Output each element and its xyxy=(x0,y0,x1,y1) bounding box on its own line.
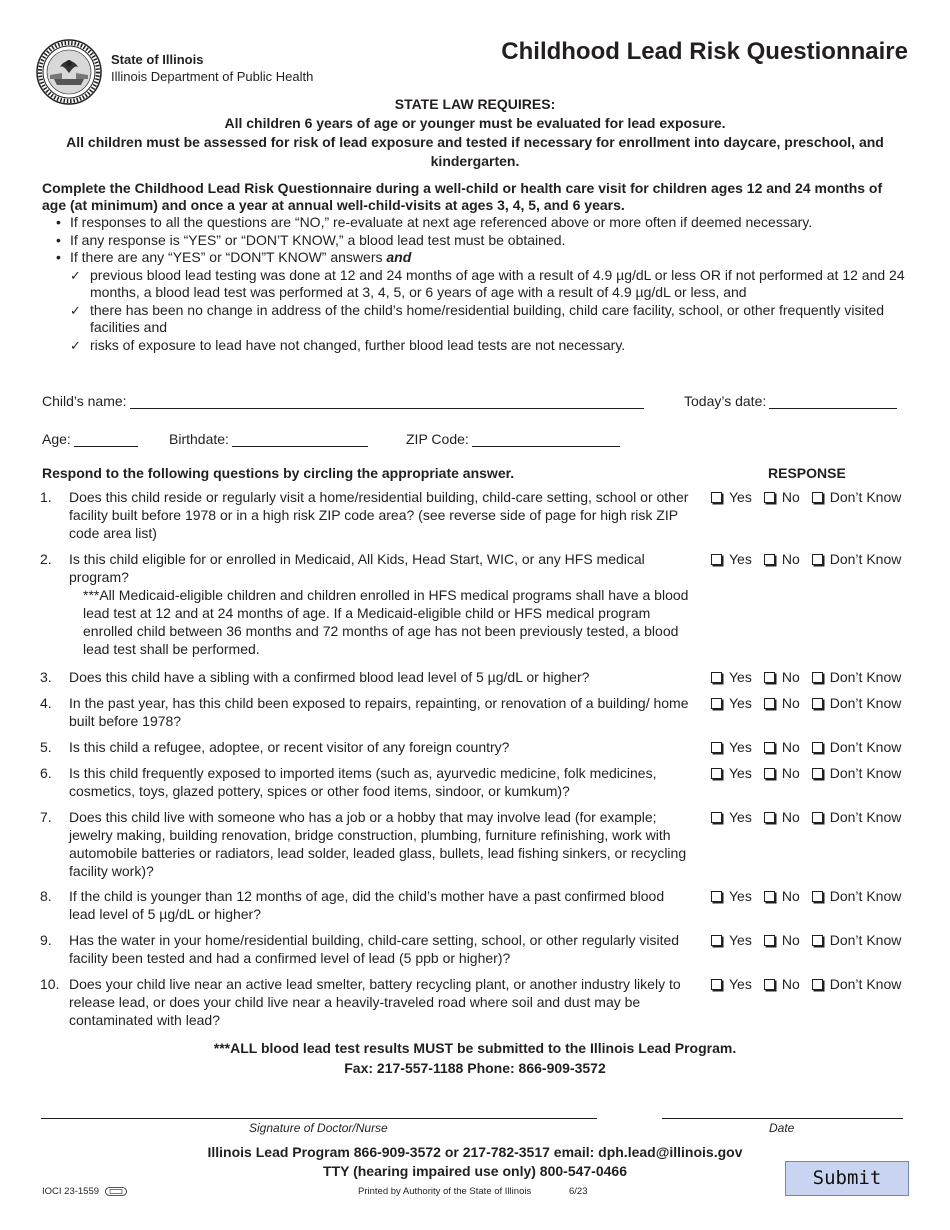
response-4 xyxy=(711,695,913,711)
no-option[interactable]: No xyxy=(764,695,800,711)
dont-know-option[interactable]: Don’t Know xyxy=(812,976,902,992)
yes-option[interactable]: Yes xyxy=(711,669,752,685)
dont-know-option[interactable]: Don’t Know xyxy=(812,695,902,711)
check-item: ✓ there has been no change in address of the child’s home/residential building, child care facility, school, or other frequently visited facilities and xyxy=(70,301,885,335)
checkbox-icon xyxy=(764,698,775,709)
question-7: 7. Does this child live with someone who has a job or a hobby that may involve lead (for example; jewelry making, building renovation, bridge construction, plumbing, furniture refinishing, work with automobile batteries or radiators, lead solder, leaded glass, bullets, lead fishing sinkers, or recycling facility work)? xyxy=(40,809,687,879)
signature-label: Signature of Doctor/Nurse xyxy=(249,1121,388,1135)
contact-block xyxy=(40,1143,910,1181)
check-item: ✓ previous blood lead testing was done at 12 and 24 months of age with a result of 4.9 µg/dL or less OR if not performed at 12 and 24 months, a blood lead test was performed at 3, 4, 5, or 6 years of age with a result of 4.9 µg/dL or less, and xyxy=(70,266,905,300)
medicaid-note: ***All Medicaid-eligible children and children enrolled in HFS medical programs shall have a blood lead test at 12 and at 24 months of age. If a Medicaid-eligible child or HFS medical program enrolled child between 36 months and 72 months of age has not been previously tested, a blood lead test shall be performed. xyxy=(83,587,689,657)
age-field: Age: xyxy=(42,431,138,447)
checkbox-icon xyxy=(812,768,823,779)
birthdate-input[interactable] xyxy=(232,432,368,447)
today-date-input[interactable] xyxy=(769,394,897,409)
dont-know-option[interactable]: Don’t Know xyxy=(812,888,902,904)
dont-know-option[interactable]: Don’t Know xyxy=(812,809,902,825)
form-id: IOCI 23-1559 xyxy=(42,1186,127,1197)
page-title: Childhood Lead Risk Questionnaire xyxy=(501,38,908,65)
question-6: 6. Is this child frequently exposed to imported items (such as, ayurvedic medicine, folk medicines, cosmetics, toys, glazed pottery, spices or other food items, sindoor, or kumkum)? xyxy=(40,765,657,799)
revision-date: 6/23 xyxy=(569,1186,588,1197)
no-option[interactable]: No xyxy=(764,976,800,992)
checkbox-icon xyxy=(812,672,823,683)
checkbox-icon xyxy=(764,979,775,990)
union-bug-icon xyxy=(105,1187,127,1196)
checkbox-icon xyxy=(764,891,775,902)
zip-field: ZIP Code: xyxy=(406,431,620,447)
no-option[interactable]: No xyxy=(764,932,800,948)
checkbox-icon xyxy=(812,812,823,823)
signature-line[interactable] xyxy=(41,1118,597,1119)
checkbox-icon xyxy=(711,492,722,503)
bullet-item: • If responses to all the questions are “NO,” re-evaluate at next age referenced above or more often if deemed necessary. xyxy=(56,214,813,230)
question-5: 5. Is this child a refugee, adoptee, or recent visitor of any foreign country? xyxy=(40,739,510,755)
yes-option[interactable]: Yes xyxy=(711,976,752,992)
checkbox-icon xyxy=(764,672,775,683)
questions-header: Respond to the following questions by circling the appropriate answer. xyxy=(42,465,515,481)
question-4: 4. In the past year, has this child been exposed to repairs, repainting, or renovation of a building/ home built before 1978? xyxy=(40,695,689,729)
birthdate-field: Birthdate: xyxy=(169,431,368,447)
checkbox-icon xyxy=(812,891,823,902)
checkbox-icon xyxy=(812,935,823,946)
checkbox-icon xyxy=(711,935,722,946)
zip-input[interactable] xyxy=(472,432,620,447)
date-label: Date xyxy=(769,1121,795,1135)
checkbox-icon xyxy=(764,812,775,823)
child-name-field: Child’s name: xyxy=(42,393,644,409)
yes-option[interactable]: Yes xyxy=(711,888,752,904)
no-option[interactable]: No xyxy=(764,888,800,904)
dont-know-option[interactable]: Don’t Know xyxy=(812,489,902,505)
response-7 xyxy=(711,809,913,825)
question-1: 1. Does this child reside or regularly visit a home/residential building, child-care setting, school or other facility built before 1978 or in a high risk ZIP code area? (see reverse side of page for high risk ZIP code area list) xyxy=(40,489,689,541)
checkbox-icon xyxy=(711,891,722,902)
question-8: 8. If the child is younger than 12 months of age, did the child’s mother have a past confirmed blood lead level of 5 µg/dL or higher? xyxy=(40,888,665,922)
response-8 xyxy=(711,888,913,904)
response-6 xyxy=(711,765,913,781)
checkbox-icon xyxy=(711,979,722,990)
checkbox-icon xyxy=(812,492,823,503)
checkbox-icon xyxy=(711,812,722,823)
submit-button[interactable]: Submit xyxy=(785,1161,909,1196)
date-line[interactable] xyxy=(662,1118,903,1119)
response-10 xyxy=(711,976,913,992)
question-10: 10. Does your child live near an active lead smelter, battery recycling plant, or another industry likely to release lead, or does your child live near a heavily-traveled road where soil and dust may be contaminated with lead? xyxy=(40,976,681,1028)
checkbox-icon xyxy=(764,935,775,946)
department-name: Illinois Department of Public Health xyxy=(111,69,314,84)
instructions-intro: Complete the Childhood Lead Risk Questionnaire during a well-child or health care visit for children ages 12 and 24 months of age (at minimum) and once a year at annual well-child-visits at ages 3, 4, 5, and 6 years. xyxy=(42,180,883,213)
check-item: ✓ risks of exposure to lead have not changed, further blood lead tests are not necessary. xyxy=(70,336,626,353)
response-2 xyxy=(711,551,913,567)
question-2: 2. Is this child eligible for or enrolled in Medicaid, All Kids, Head Start, WIC, or any HFS medical program? ***All Medicaid-eligible children and children enrolled in HFS medical programs shall have a blood lead test at 12 and at 24 months of age. If a Medicaid-eligible child or HFS medical program enrolled child between 36 months and 72 months of age has not been previously tested, a blood lead test shall be performed. xyxy=(40,551,689,657)
state-name: State of Illinois xyxy=(111,52,204,67)
dont-know-option[interactable]: Don’t Know xyxy=(812,765,902,781)
response-3 xyxy=(711,669,913,685)
yes-option[interactable]: Yes xyxy=(711,765,752,781)
law-heading: STATE LAW REQUIRES: xyxy=(394,96,556,112)
no-option[interactable]: No xyxy=(764,551,800,567)
question-3: 3. Does this child have a sibling with a confirmed blood lead level of 5 µg/dL or higher? xyxy=(40,669,590,685)
checkbox-icon xyxy=(812,742,823,753)
tty-contact: TTY (hearing impaired use only) 800-547-0466 xyxy=(323,1163,627,1179)
checkbox-icon xyxy=(812,698,823,709)
instructions-list xyxy=(56,214,906,354)
state-law-block xyxy=(40,95,910,171)
age-input[interactable] xyxy=(74,432,138,447)
child-name-input[interactable] xyxy=(130,394,644,409)
agency-block xyxy=(111,51,313,85)
law-line-1: All children 6 years of age or younger must be evaluated for lead exposure. xyxy=(224,115,726,131)
yes-option[interactable]: Yes xyxy=(711,551,752,567)
no-option[interactable]: No xyxy=(764,739,800,755)
yes-option[interactable]: Yes xyxy=(711,489,752,505)
checkmark-icon: ✓ xyxy=(70,267,81,283)
checkmark-icon: ✓ xyxy=(70,302,81,318)
checkbox-icon xyxy=(764,554,775,565)
checkbox-icon xyxy=(764,742,775,753)
program-contact: Illinois Lead Program 866-909-3572 or 217-782-3517 email: dph.lead@illinois.gov xyxy=(207,1144,743,1160)
checkbox-icon xyxy=(764,768,775,779)
law-line-2: All children must be assessed for risk of lead exposure and tested if necessary for enrollment into daycare, preschool, and kindergarten. xyxy=(66,134,884,169)
checkbox-icon xyxy=(711,698,722,709)
checkbox-icon xyxy=(812,554,823,565)
bullet-item: • If there are any “YES” or “DON”T KNOW” answers and xyxy=(56,249,412,265)
no-option[interactable]: No xyxy=(764,669,800,685)
checkmark-icon: ✓ xyxy=(70,337,81,353)
checkbox-icon xyxy=(711,554,722,565)
yes-option[interactable]: Yes xyxy=(711,739,752,755)
dont-know-option[interactable]: Don’t Know xyxy=(812,932,902,948)
submission-note: ***ALL blood lead test results MUST be submitted to the Illinois Lead Program. Fax: 217-557-1188 Phone: 866-909-3572 xyxy=(213,1040,737,1076)
dont-know-option[interactable]: Don’t Know xyxy=(812,739,902,755)
checkbox-icon xyxy=(711,768,722,779)
response-header: RESPONSE xyxy=(768,465,846,481)
checkbox-icon xyxy=(812,979,823,990)
checkbox-icon xyxy=(711,672,722,683)
no-option[interactable]: No xyxy=(764,489,800,505)
no-option[interactable]: No xyxy=(764,765,800,781)
no-option[interactable]: No xyxy=(764,809,800,825)
dont-know-option[interactable]: Don’t Know xyxy=(812,551,902,567)
yes-option[interactable]: Yes xyxy=(711,932,752,948)
response-5 xyxy=(711,739,913,755)
bullet-item: • If any response is “YES” or “DON’T KNOW,” a blood lead test must be obtained. xyxy=(56,231,566,248)
response-9 xyxy=(711,932,913,948)
today-date-field: Today’s date: xyxy=(684,393,897,409)
yes-option[interactable]: Yes xyxy=(711,809,752,825)
dont-know-option[interactable]: Don’t Know xyxy=(812,669,902,685)
checkbox-icon xyxy=(764,492,775,503)
question-9: 9. Has the water in your home/residential building, child-care setting, school, or other regularly visited facility been tested and had a confirmed level of lead (5 ppb or higher)? xyxy=(40,932,680,966)
response-1 xyxy=(711,489,913,505)
yes-option[interactable]: Yes xyxy=(711,695,752,711)
printed-authority: Printed by Authority of the State of Illinois xyxy=(358,1186,532,1197)
checkbox-icon xyxy=(711,742,722,753)
